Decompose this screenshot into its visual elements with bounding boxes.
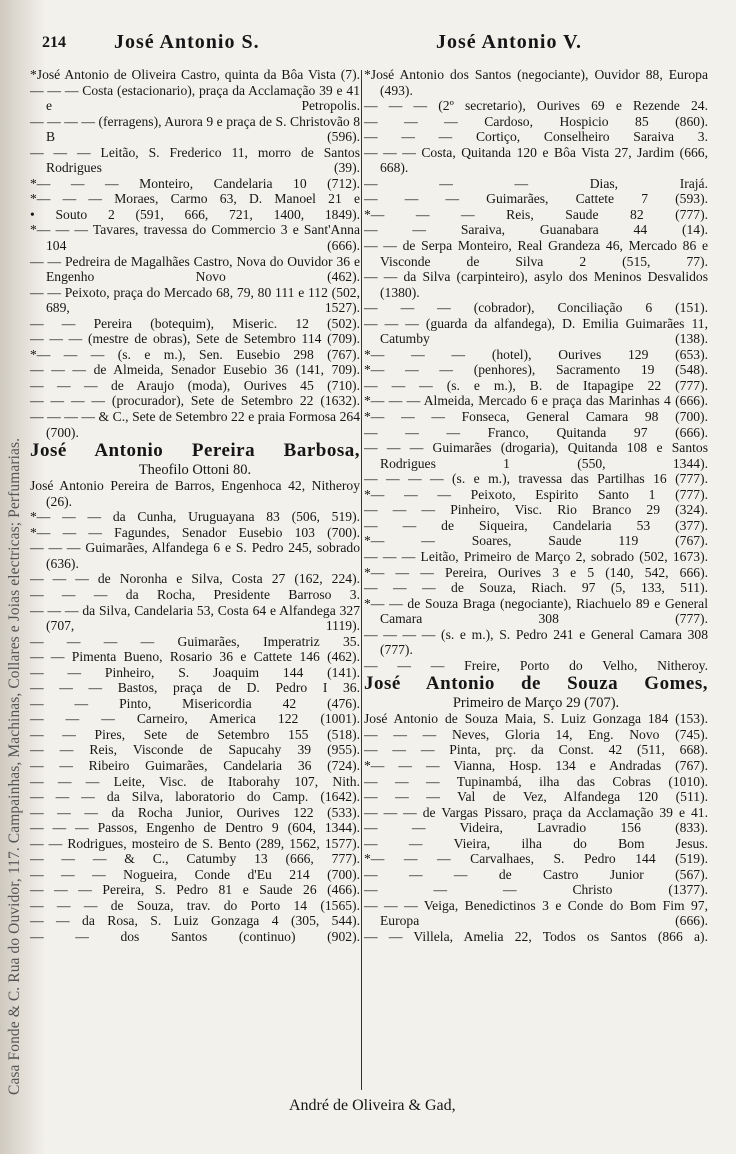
directory-entry: — — dos Santos (continuo) (902). [30,928,360,944]
left-entries-a [30,67,360,440]
directory-entry: *— — — Almeida, Mercado 6 e praça das Marinhas 4 (666). [364,393,708,409]
directory-entry: — — — de Castro Junior (567). [364,866,708,882]
directory-entry: *— — — Carvalhaes, S. Pedro 144 (519). [364,851,708,867]
directory-entry: — — — da Silva, laboratorio do Camp. (1642). [30,789,360,805]
directory-entry: — — — (2º secretario), Ourives 69 e Rezende 24. [364,98,708,114]
directory-entry: — — — — (s. e m.), S. Pedro 241 e General Camara 308 (777). [364,626,708,658]
side-margin-text: Casa Fonde & C. Rua do Ouvidor, 117. Campainhas, Machinas, Collares e Joias electricas; Perfumarias. [6,437,23,1095]
directory-entry: — — — Franco, Quitanda 97 (666). [364,424,708,440]
directory-entry: — — — da Rocha, Presidente Barroso 3. [30,586,360,602]
directory-entry: — — — Veiga, Benedictinos 3 e Conde do Bom Fim 97, Europa (666). [364,897,708,929]
directory-entry: *— — — Moraes, Carmo 63, D. Manoel 21 e [30,191,360,207]
directory-entry: — — — Pinheiro, Visc. Rio Branco 29 (324). [364,502,708,518]
directory-entry: — — — — (procurador), Sete de Setembro 22 (1632). [30,393,360,409]
directory-entry: — — — da Silva, Candelaria 53, Costa 64 e Alfandega 327 (707, 1119). [30,602,360,634]
running-header-left: José Antonio S. [114,31,260,53]
directory-entry: — — — Costa, Quitanda 120 e Bôa Vista 27, Jardim (666, 668). [364,144,708,176]
directory-entry: — — Pimenta Bueno, Rosario 36 e Cattete 146 (462). [30,649,360,665]
directory-entry: — — — Nogueira, Conde d'Eu 214 (700). [30,866,360,882]
directory-entry: José Antonio Pereira de Barros, Engenhoca 42, Nitheroy (26). [30,478,360,509]
directory-entry: — — — de Noronha e Silva, Costa 27 (162, 224). [30,571,360,587]
directory-entry: *— — — Peixoto, Espirito Santo 1 (777). [364,486,708,502]
directory-entry: — — — — & C., Sete de Setembro 22 e praia Formosa 264 (700). [30,409,360,440]
directory-entry: — — Pedreira de Magalhães Castro, Nova do Ouvidor 36 e Engenho Novo (462). [30,253,360,285]
directory-entry: — — — de Souza, trav. do Porto 14 (1565). [30,897,360,913]
directory-entry: — — — Carneiro, America 122 (1001). [30,711,360,727]
directory-entry: — — — Passos, Engenho de Dentro 9 (604, 1344). [30,820,360,836]
directory-entry: — — — — Guimarães, Imperatriz 35. [30,633,360,649]
directory-entry: — — — Neves, Gloria 14, Eng. Novo (745). [364,726,708,742]
directory-entry: — — — (s. e m.), B. de Itapagipe 22 (777). [364,377,708,393]
directory-entry: *José Antonio de Oliveira Castro, quinta da Bôa Vista (7). [30,67,360,82]
left-column [30,67,360,945]
directory-entry: — — — Pereira, S. Pedro 81 e Saude 26 (466). [30,882,360,898]
directory-entry: — — Reis, Visconde de Sapucahy 39 (955). [30,742,360,758]
directory-entry: — — Pinheiro, S. Joaquim 144 (141). [30,664,360,680]
directory-entry: — — — de Vargas Pissaro, praça da Acclamação 39 e 41. [364,804,708,820]
directory-entry: — — — Leitão, Primeiro de Março 2, sobrado (502, 1673). [364,548,708,564]
directory-entry: *— — — Pereira, Ourives 3 e 5 (140, 542, 666). [364,564,708,580]
directory-entry: — — — de Souza, Riach. 97 (5, 133, 511). [364,580,708,596]
directory-entry: — — Saraiva, Guanabara 44 (14). [364,222,708,238]
directory-entry: *— — — Monteiro, Candelaria 10 (712). [30,175,360,191]
column-divider [361,70,362,1090]
right-column [364,67,708,945]
directory-entry: — — — de Almeida, Senador Eusebio 36 (141, 709). [30,362,360,378]
directory-entry: *José Antonio dos Santos (negociante), Ouvidor 88, Europa (493). [364,67,708,98]
left-entries-b [30,478,360,944]
directory-entry: — — Pires, Sete de Setembro 155 (518). [30,726,360,742]
directory-entry: *— — — Vianna, Hosp. 134 e Andradas (767). [364,757,708,773]
right-section-subheading: Primeiro de Março 29 (707). [452,695,620,712]
directory-entry: — — Vieira, ilha do Bom Jesus. [364,835,708,851]
directory-entry: — — — Leite, Visc. de Itaborahy 107, Nith. [30,773,360,789]
directory-entry: — — — (mestre de obras), Sete de Setembro 114 (709). [30,331,360,347]
directory-entry: *— — — Tavares, travessa do Commercio 3 e Sant'Anna 104 (666). [30,222,360,254]
directory-entry: — — Pereira (botequim), Miseric. 12 (502). [30,315,360,331]
directory-entry: — — — Guimarães, Alfandega 6 e S. Pedro 245, sobrado (636). [30,540,360,571]
directory-entry: — — — Leitão, S. Frederico 11, morro de Santos Rodrigues (39). [30,144,360,176]
directory-entry: — — Ribeiro Guimarães, Candelaria 36 (724). [30,757,360,773]
directory-entry: — — Villela, Amelia 22, Todos os Santos (866 a). [364,928,708,944]
directory-entry: — — — Dias, Irajá. [364,175,708,191]
directory-entry: — — de Siqueira, Candelaria 53 (377). [364,517,708,533]
publisher-footer: André de Oliveira & Gad, [289,1097,456,1114]
directory-entry: — — da Silva (carpinteiro), asylo dos Meninos Desvalidos (1380). [364,269,708,300]
directory-entry: José Antonio de Souza Maia, S. Luiz Gonzaga 184 (153). [364,711,708,727]
left-section-subheading: Theofilo Ottoni 80. [138,462,252,479]
right-entries-b [364,711,708,944]
directory-entry: — — — Guimarães (drogaria), Quitanda 108 e Santos Rodrigues 1 (550, 1344). [364,440,708,471]
directory-entry: — — Videira, Lavradio 156 (833). [364,820,708,836]
directory-entry: — — — de Araujo (moda), Ourives 45 (710). [30,377,360,393]
directory-entry: — — — Costa (estacionario), praça da Acclamação 39 e 41 e Petropolis. [30,82,360,114]
directory-entry: *— — — (s. e m.), Sen. Eusebio 298 (767). [30,346,360,362]
directory-entry: *— — — da Cunha, Uruguayana 83 (506, 519). [30,509,360,525]
directory-entry: — — Pinto, Misericordia 42 (476). [30,695,360,711]
directory-entry: — — — — (s. e m.), travessa das Partilhas 16 (777). [364,471,708,487]
directory-entry: — — de Serpa Monteiro, Real Grandeza 46, Mercado 86 e Visconde de Silva 2 (515, 77). [364,238,708,269]
directory-entry: • Souto 2 (591, 666, 721, 1400, 1849). [30,206,360,222]
directory-entry: — — — da Rocha Junior, Ourives 122 (533). [30,804,360,820]
directory-entry: — — Rodrigues, mosteiro de S. Bento (289, 1562, 1577). [30,835,360,851]
directory-entry: — — — Tupinambá, ilha das Cobras (1010). [364,773,708,789]
directory-entry: — — — Freire, Porto do Velho, Nitheroy. [364,657,708,673]
directory-entry: — — — Cortiço, Conselheiro Saraiva 3. [364,129,708,145]
directory-entry: — — — Christo (1377). [364,882,708,898]
right-entries-a [364,67,708,673]
directory-entry: — — — Pinta, prç. da Const. 42 (511, 668). [364,742,708,758]
directory-entry: — — — Guimarães, Cattete 7 (593). [364,191,708,207]
directory-entry: *— — — Reis, Saude 82 (777). [364,206,708,222]
directory-entry: — — Peixoto, praça do Mercado 68, 79, 80 111 e 112 (502, 689, 1527). [30,284,360,316]
directory-entry: — — — Bastos, praça de D. Pedro I 36. [30,680,360,696]
directory-entry: *— — — (penhores), Sacramento 19 (548). [364,362,708,378]
directory-entry: — — — Cardoso, Hospicio 85 (860). [364,113,708,129]
right-section-heading: José Antonio de Souza Gomes, [364,673,708,695]
directory-entry: *— — de Souza Braga (negociante), Riachuelo 89 e General Camara 308 (777). [364,595,708,627]
left-section-heading: José Antonio Pereira Barbosa, [30,440,360,462]
directory-entry: — — — & C., Catumby 13 (666, 777). [30,851,360,867]
page-number: 214 [42,34,66,51]
running-header-right: José Antonio V. [436,31,582,53]
directory-entry: *— — — Fonseca, General Camara 98 (700). [364,409,708,425]
directory-entry: *— — — (hotel), Ourives 129 (653). [364,346,708,362]
directory-entry: *— — — Fagundes, Senador Eusebio 103 (700). [30,524,360,540]
directory-entry: — — — — (ferragens), Aurora 9 e praça de S. Christovão 8 B (596). [30,113,360,145]
directory-entry: — — — (cobrador), Conciliação 6 (151). [364,300,708,316]
directory-entry: — — da Rosa, S. Luiz Gonzaga 4 (305, 544). [30,913,360,929]
directory-entry: — — — (guarda da alfandega), D. Emilia Guimarães 11, Catumby (138). [364,315,708,347]
directory-entry: *— — Soares, Saude 119 (767). [364,533,708,549]
directory-entry: — — — Val de Vez, Alfandega 120 (511). [364,789,708,805]
